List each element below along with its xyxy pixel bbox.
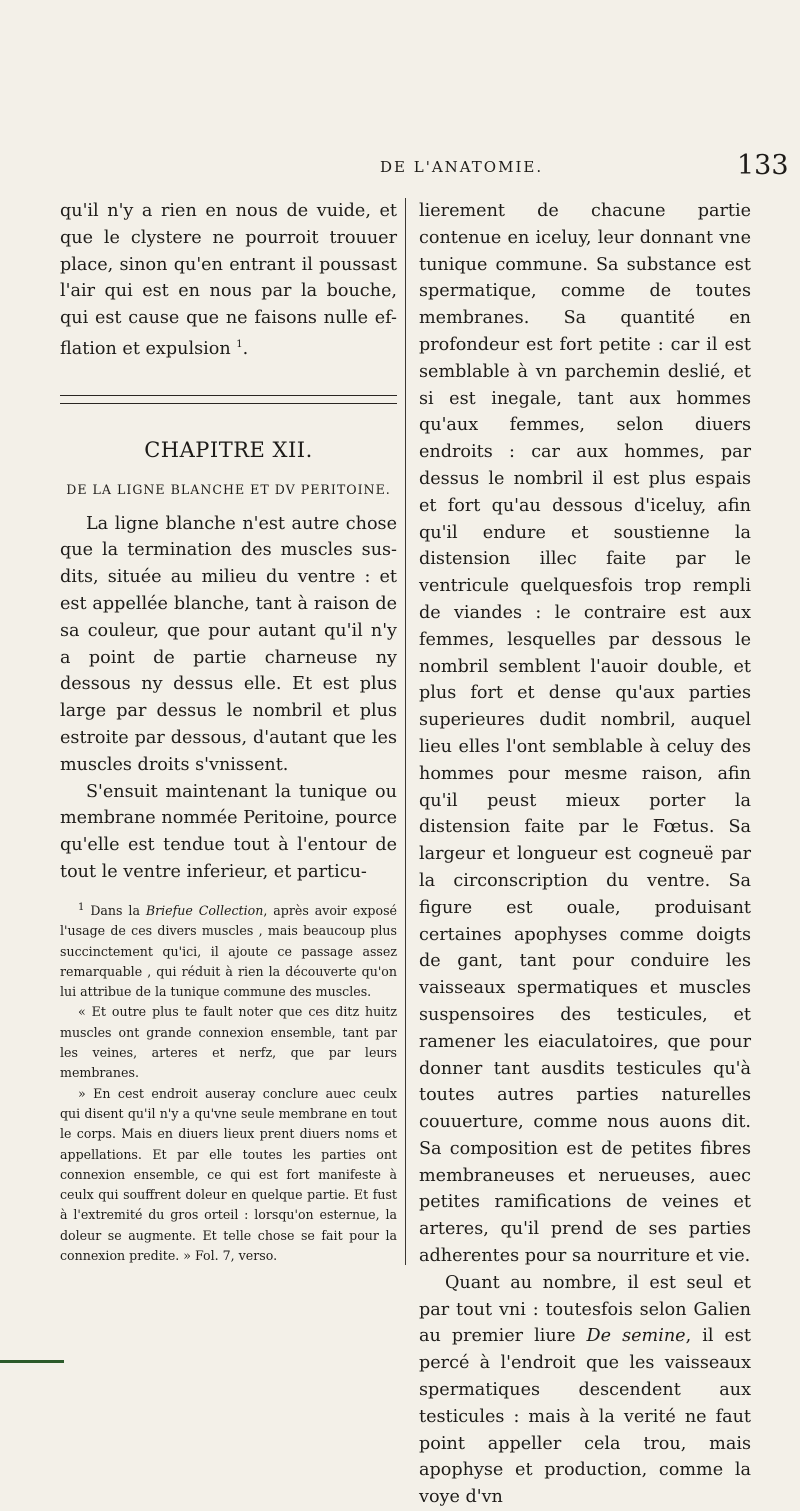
- page-number: 133: [737, 150, 789, 181]
- running-head: DE L'ANATOMIE.: [380, 158, 544, 176]
- chapter-title: CHAPITRE XII.: [144, 437, 313, 462]
- column-divider: [405, 198, 406, 1265]
- paragraph-ligne-blanche: La ligne blanche n'est autre chose que la termination des muscles sus-dits, située au milieu du ventre : et est appellée blanche, tant à raison de sa couleur, que pour autant qu'il n'y a point de partie charneuse ny dessous ny dessus elle. Et est plus large par dessus le nombril et plus estroite par dessous, d'autant que les muscles droits s'vnissent.: [60, 513, 397, 775]
- paragraph-nombre: [419, 1270, 751, 1511]
- footnote-1-text-b: , après avoir exposé l'usage de ces divers muscles , mais beaucoup plus succinctement qu'ici, il ajoute ce passage assez remarquable , qui réduit à rien la découverte qu'on lui attribue de la tunique commune des muscles.: [60, 902, 397, 1000]
- opening-paragraph: qu'il n'y a rien en nous de vuide, et que le clystere ne pourroit trouuer place, sinon qu'en entrant il poussast l'air qui est en nous par la bouche, qui est cause que ne faisons nulle ef-flation et expulsion $^1$.: [60, 201, 397, 359]
- paragraph-nombre-text-a: Quant au nombre, il est seul et par tout vni : toutesfois selon Galien au premier liure: [419, 1272, 751, 1347]
- paragraph-peritoine: S'ensuit maintenant la tunique ou membrane nommée Peritoine, pource qu'elle est tendue tout à l'entour de tout le ventre inferieur, et particu-: [60, 781, 397, 882]
- opening-text: qu'il n'y a rien en nous de vuide, et que le clystere ne pourroit trouuer place, sinon qu'en entrant il poussast l'air qui est en nous par la bouche, qui est cause que ne faisons nulle ef-flation et expulsion: [60, 201, 397, 359]
- left-column: [60, 198, 397, 1266]
- work-title: De semine: [586, 1326, 686, 1347]
- footnote-reference: 1: [236, 338, 243, 350]
- footnote-mark: 1: [78, 901, 85, 913]
- footnote-1-text-a: Dans la: [90, 902, 146, 918]
- page-edge-mark: [0, 1360, 64, 1363]
- right-column: [419, 198, 751, 1511]
- footnote-quote-1: « Et outre plus te fault noter que ces ditz huitz muscles ont grande connexion ensemble, tant par les veines, arteres et nerfz, que par leurs membranes.: [60, 1004, 397, 1081]
- footnote-1: [60, 898, 397, 1003]
- section-divider: [60, 395, 397, 404]
- footnote-quote-2: » En cest endroit auseray conclure auec ceulx qui disent qu'il n'y a qu'vne seule membrane en tout le corps. Mais en diuers lieux prent diuers noms et appellations. Et par elle toutes les parties ont connexion ensemble, ce qui est fort manifeste à ceulx qui souffrent doleur en quelque partie. Et fust à l'extremité du gros orteil : lorsqu'on esternue, la doleur se augmente. Et telle chose se fait pour la connexion predite. » Fol. 7, verso.: [60, 1085, 397, 1264]
- chapter-subtitle: DE LA LIGNE BLANCHE ET DV PERITOINE.: [66, 481, 391, 497]
- footnote-1-title: Briefue Collection: [145, 902, 264, 918]
- footnotes: [60, 898, 397, 1267]
- paragraph-nombre-text-b: , il est percé à l'endroit que les vaisseaux spermatiques descendent aux testicules : mais à la verité ne faut point appeller cela trou, mais apophyse et production, comme la voye d'vn: [419, 1326, 751, 1508]
- paragraph-peritoine-continued: lierement de chacune partie contenue en iceluy, leur donnant vne tunique commune. Sa substance est spermatique, comme de toutes membranes. Sa quantité en profondeur est fort petite : car il est semblable à vn parchemin deslié, et si est inegale, tant aux hommes qu'aux femmes, selon diuers endroits : car aux hommes, par dessus le nombril il est plus espais et fort qu'au dessous d'iceluy, afin qu'il endure et soustienne la distension illec faite par le ventricule quelquesfois trop rempli de viandes : le contraire est aux femmes, lesquelles par dessous le nombril semblent l'auoir double, et plus fort et dense qu'aux parties superieures dudit nombril, auquel lieu elles l'ont semblable à celuy des hommes pour mesme raison, afin qu'il peust mieux porter la distension faite par le Fœtus. Sa largeur et longueur est cogneuë par la circonscription du ventre. Sa figure est ouale, produisant certaines apophyses comme doigts de gant, tant pour conduire les vaisseaux spermatiques et muscles suspensoires des testicules, et ramener les eiaculatoires, que pour donner tant ausdits testicules qu'à toutes autres parties naturelles couuerture, comme nous auons dit. Sa composition est de petites fibres membraneuses et nerueuses, auec petites ramifications de veines et arteres, qu'il prend de ses parties adherentes pour sa nourriture et vie.: [419, 201, 751, 1267]
